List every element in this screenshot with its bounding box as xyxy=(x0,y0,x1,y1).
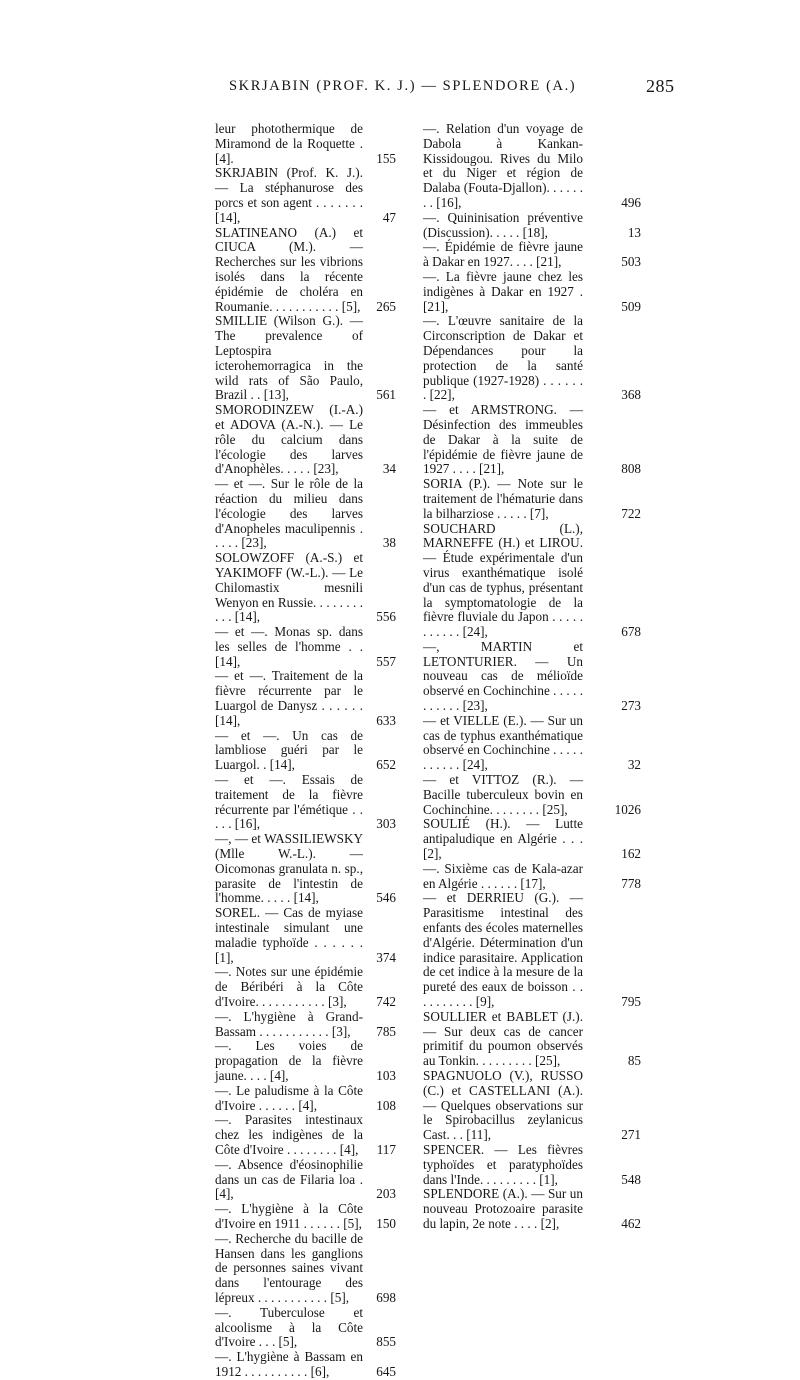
index-entry xyxy=(423,1186,641,1231)
entry-page-number: 162 xyxy=(621,846,641,862)
index-entry xyxy=(423,121,641,211)
entry-page-number: 678 xyxy=(621,624,641,640)
entry-page-number: 47 xyxy=(382,209,396,225)
index-entry xyxy=(423,816,641,862)
index-entry xyxy=(215,121,396,166)
entry-page-number: 652 xyxy=(376,757,396,773)
entry-text: —. Parasites intestinaux chez les indigènes de la Côte d'Ivoire . . . . . . . . [4], xyxy=(215,1112,363,1157)
entry-text: SPENCER. — Les fièvres typhoïdes et paratyphoïdes dans l'Inde. . . . . . . . . [1], xyxy=(423,1141,583,1187)
index-entry xyxy=(423,313,641,403)
index-entry xyxy=(215,476,396,551)
entry-page-number: 462 xyxy=(621,1215,641,1231)
index-column-right xyxy=(423,121,641,1232)
index-entry xyxy=(423,239,641,270)
entry-text: —. Relation d'un voyage de Dabola à Kankan-Kissidougou. Rives du Milo et du Niger et région de Dalaba (Fouta-Djallon). . . . . . . . [16], xyxy=(423,121,583,210)
entry-text: — et VIELLE (E.). — Sur un cas de typhus exanthématique observé en Cochinchine . . . . . . . . . . . [24], xyxy=(423,712,583,773)
index-entry xyxy=(215,402,396,477)
entry-text: —. La fièvre jaune chez les indigènes à Dakar en 1927 . [21], xyxy=(423,268,583,314)
entry-text: SOREL. — Cas de myiase intestinale simulant une maladie typhoïde . . . . . . [1], xyxy=(215,905,363,965)
index-entry xyxy=(423,1141,641,1187)
entry-text: SORIA (P.). — Note sur le traitement de l'hématurie dans la bilharziose . . . . . [7], xyxy=(423,476,583,521)
index-entry xyxy=(215,1304,396,1350)
index-entry xyxy=(423,712,641,773)
entry-page-number: 795 xyxy=(621,994,641,1010)
entry-text: —, — et WASSILIEWSKY (Mlle W.-L.). — Oicomonas granulata n. sp., parasite de l'intestin de l'homme. . . . . [14], xyxy=(215,831,363,906)
entry-page-number: 785 xyxy=(376,1023,396,1039)
entry-text: —. Recherche du bacille de Hansen dans les ganglions de personnes saines vivant dans l'entourage des lépreux . . . . . . . . . . . [5], xyxy=(215,1230,363,1305)
entry-page-number: 503 xyxy=(621,254,641,270)
entry-page-number: 855 xyxy=(376,1334,396,1350)
entry-text: SPAGNUOLO (V.), RUSSO (C.) et CASTELLANI (A.). — Quelques observations sur le Spirobacillus zeylanicus Cast. . . [11], xyxy=(423,1068,583,1143)
entry-text: SOULLIER et BABLET (J.). — Sur deux cas de cancer primitif du poumon observés au Tonkin. . . . . . . . . [25], xyxy=(423,1008,583,1069)
entry-page-number: 548 xyxy=(621,1171,641,1187)
entry-text: —. L'hygiène à Bassam en 1912 . . . . . . . . . . [6], xyxy=(215,1349,363,1379)
index-entry xyxy=(423,890,641,1010)
entry-text: SPLENDORE (A.). — Sur un nouveau Protozoaire parasite du lapin, 2e note . . . . [2], xyxy=(423,1186,583,1231)
entry-page-number: 303 xyxy=(376,816,396,832)
entry-text: — et —. Sur le rôle de la réaction du milieu dans l'écologie des larves d'Anopheles maculipennis . . . . . [23], xyxy=(215,476,363,551)
index-entry xyxy=(215,1156,396,1202)
running-head xyxy=(0,78,800,100)
entry-page-number: 1026 xyxy=(614,801,641,817)
entry-text: —. Absence d'éosinophilie dans un cas de Filaria loa . [4], xyxy=(215,1156,363,1202)
entry-page-number: 645 xyxy=(376,1363,396,1379)
index-entry xyxy=(423,268,641,314)
index-entry xyxy=(423,476,641,521)
index-entry xyxy=(215,1038,396,1083)
entry-text: —. Notes sur une épidémie de Béribéri à la Côte d'Ivoire. . . . . . . . . . . [3], xyxy=(215,964,363,1010)
index-entry xyxy=(215,550,396,625)
entry-text: —. Le paludisme à la Côte d'Ivoire . . . . . . [4], xyxy=(215,1082,363,1113)
entry-page-number: 633 xyxy=(376,712,396,728)
entry-page-number: 203 xyxy=(376,1186,396,1202)
entry-page-number: 108 xyxy=(376,1097,396,1113)
entry-text: SOULIÉ (H.). — Lutte antipaludique en Algérie . . . [2], xyxy=(423,816,583,862)
entry-text: — et —. Essais de traitement de la fièvre récurrente par l'émétique . . . . . [16], xyxy=(215,772,363,832)
entry-page-number: 722 xyxy=(621,505,641,521)
entry-text: — et —. Monas sp. dans les selles de l'homme . . [14], xyxy=(215,624,363,669)
index-entry xyxy=(423,402,641,477)
entry-text: —. Tuberculose et alcoolisme à la Côte d'Ivoire . . . [5], xyxy=(215,1304,363,1350)
entry-page-number: 374 xyxy=(376,949,396,965)
entry-page-number: 32 xyxy=(627,757,641,773)
index-entry xyxy=(215,224,396,315)
index-entry xyxy=(215,1349,396,1380)
index-entry xyxy=(215,313,396,403)
entry-page-number: 38 xyxy=(382,535,396,551)
entry-page-number: 509 xyxy=(621,298,641,314)
index-entry xyxy=(215,1112,396,1157)
index-entry xyxy=(423,638,641,714)
index-entry xyxy=(423,772,641,817)
entry-text: — et ARMSTRONG. — Désinfection des immeubles de Dakar à la suite de l'épidémie de fièvre jaune de 1927 . . . . [21], xyxy=(423,402,583,477)
entry-page-number: 808 xyxy=(621,461,641,477)
entry-text: — et DERRIEU (G.). — Parasitisme intestinal des enfants des écoles maternelles d'Algérie. Détermination d'un indice parasitaire. Application de cet indice à la mesure de la pureté des eaux de boisson . . . . . . . . . . [9], xyxy=(423,890,583,1010)
entry-page-number: 265 xyxy=(376,298,396,314)
entry-text: SOLOWZOFF (A.-S.) et YAKIMOFF (W.-L.). — Le Chilomastix mesnili Wenyon en Russie. . . . . . . . . . . [14], xyxy=(215,550,363,625)
entry-text: SLATINEANO (A.) et CIUCA (M.). — Recherches sur les vibrions isolés dans la récente épidémie de choléra en Roumanie. . . . . . . . . . . [5], xyxy=(215,224,363,314)
entry-page-number: 273 xyxy=(621,698,641,714)
entry-page-number: 13 xyxy=(627,224,641,240)
entry-text: —. Épidémie de fièvre jaune à Dakar en 1927. . . . [21], xyxy=(423,239,583,270)
entry-page-number: 34 xyxy=(382,461,396,477)
index-entry xyxy=(423,209,641,241)
entry-text: leur photothermique de Miramond de la Roquette . [4]. xyxy=(215,121,363,166)
entry-page-number: 103 xyxy=(376,1068,396,1083)
index-entry xyxy=(215,668,396,728)
running-title: SKRJABIN (PROF. K. J.) — SPLENDORE (A.) xyxy=(229,78,577,94)
index-entry xyxy=(215,831,396,906)
entry-text: —, MARTIN et LETONTURIER. — Un nouveau cas de mélioïde observé en Cochinchine . . . . . . . . . . . [23], xyxy=(423,638,583,714)
entry-text: —. L'hygiène à Grand-Bassam . . . . . . . . . . . [3], xyxy=(215,1008,363,1039)
entry-page-number: 561 xyxy=(376,387,396,403)
index-entry xyxy=(423,1068,641,1143)
entry-page-number: 698 xyxy=(376,1289,396,1305)
index-entry xyxy=(215,624,396,669)
index-entry xyxy=(423,860,641,892)
index-entry xyxy=(215,905,396,965)
entry-page-number: 778 xyxy=(621,875,641,891)
entry-text: — et VITTOZ (R.). — Bacille tuberculeux bovin en Cochinchine. . . . . . . . [25], xyxy=(423,772,583,817)
entry-text: — et —. Traitement de la fièvre récurrente par le Luargol de Danysz . . . . . . [14], xyxy=(215,668,363,728)
entry-text: — et —. Un cas de lambliose guéri par le Luargol. . [14], xyxy=(215,727,363,773)
entry-page-number: 85 xyxy=(627,1053,641,1069)
index-entry xyxy=(215,165,396,225)
entry-page-number: 368 xyxy=(621,387,641,403)
entry-text: SMILLIE (Wilson G.). — The prevalence of Leptospira icterohemorragica in the wild rats of São Paulo, Brazil . . [13], xyxy=(215,313,363,403)
index-entry xyxy=(215,964,396,1010)
entry-text: —. L'œuvre sanitaire de la Circonscription de Dakar et Dépendances pour la protection de la santé publique (1927-1928) . . . . . . . [22], xyxy=(423,313,583,403)
entry-page-number: 271 xyxy=(621,1127,641,1143)
index-entry xyxy=(423,520,641,640)
entry-page-number: 546 xyxy=(376,890,396,906)
index-entry xyxy=(215,1008,396,1040)
entry-page-number: 496 xyxy=(621,194,641,210)
entry-text: —. Sixième cas de Kala-azar en Algérie . . . . . . [17], xyxy=(423,860,583,891)
index-entry xyxy=(215,772,396,832)
entry-page-number: 117 xyxy=(376,1141,396,1157)
entry-text: —. L'hygiène à la Côte d'Ivoire en 1911 . . . . . . [5], xyxy=(215,1201,363,1231)
index-entry xyxy=(215,1082,396,1114)
page-number: 285 xyxy=(646,76,675,96)
entry-page-number: 557 xyxy=(376,653,396,669)
entry-text: SMORODINZEW (I.-A.) et ADOVA (A.-N.). — Le rôle du calcium dans l'écologie des larves d'Anophèles. . . . . [23], xyxy=(215,402,363,477)
index-entry xyxy=(423,1008,641,1069)
entry-page-number: 155 xyxy=(376,150,396,166)
index-column-left xyxy=(215,121,396,1380)
entry-text: —. Les voies de propagation de la fièvre jaune. . . . [4], xyxy=(215,1038,363,1083)
entry-text: SKRJABIN (Prof. K. J.). — La stéphanurose des porcs et son agent . . . . . . . [14], xyxy=(215,165,363,225)
entry-page-number: 150 xyxy=(376,1215,396,1231)
entry-page-number: 556 xyxy=(376,609,396,625)
entry-text: SOUCHARD (L.), MARNEFFE (H.) et LIROU. — Étude expérimentale d'un virus exanthématique isolé d'un cas de typhus, présentant la symptomatologie de la fièvre fluviale du Japon . . . . . . . . . . . [24], xyxy=(423,520,583,640)
entry-page-number: 742 xyxy=(376,994,396,1010)
index-entry xyxy=(215,1230,396,1306)
index-entry xyxy=(215,727,396,773)
index-entry xyxy=(215,1201,396,1232)
entry-text: —. Quininisation préventive (Discussion). . . . . [18], xyxy=(423,209,583,240)
